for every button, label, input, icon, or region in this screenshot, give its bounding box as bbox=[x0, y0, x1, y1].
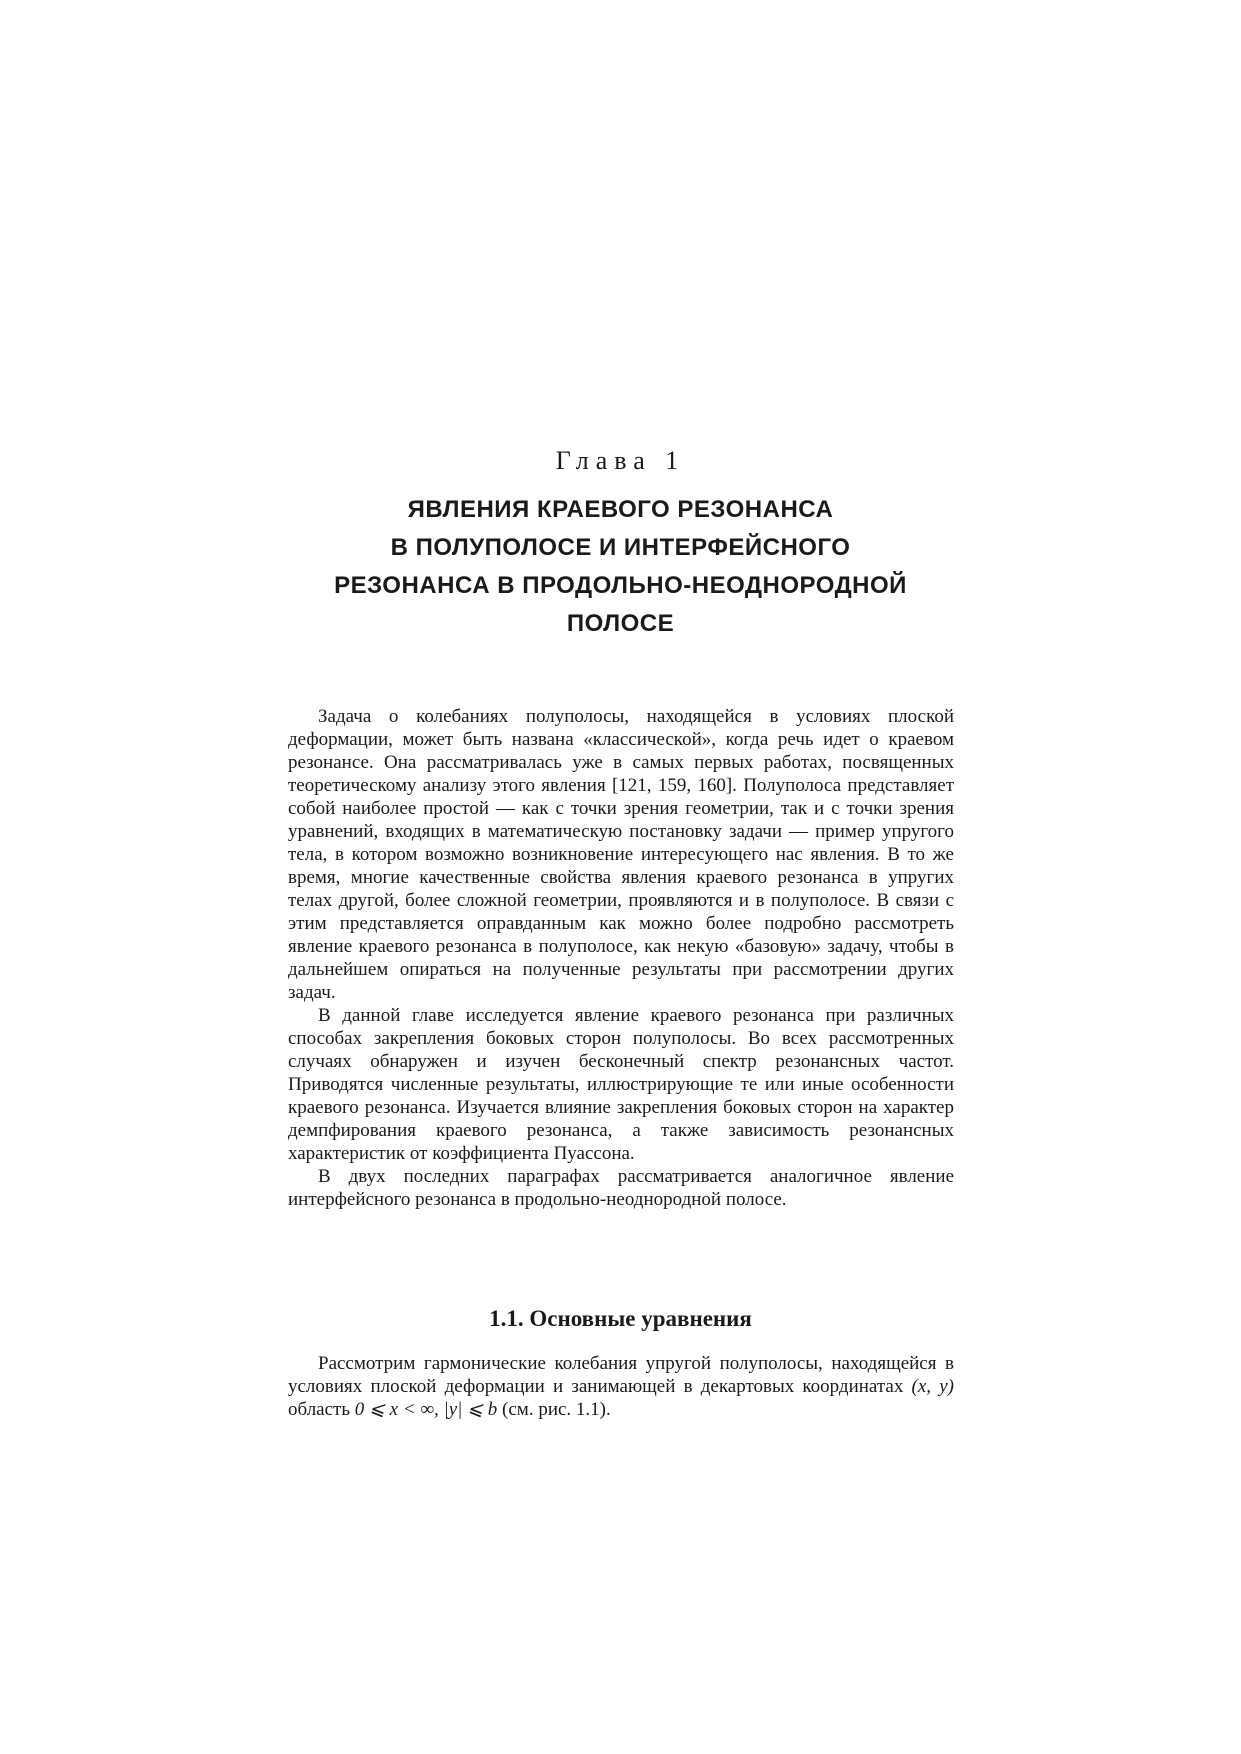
chapter-title-line: ПОЛОСЕ bbox=[566, 610, 675, 637]
text-span: Рассмотрим гармонические колебания упругой полуполосы, находящейся в условиях плоской деформации и занимающей в декартовых координатах bbox=[288, 1353, 954, 1397]
paragraph bbox=[288, 1352, 954, 1421]
text-span: область bbox=[288, 1399, 355, 1420]
section-heading: 1.1. Основные уравнения bbox=[489, 1306, 752, 1331]
math-region: 0 ⩽ x < ∞, |y| ⩽ b bbox=[354, 1399, 498, 1420]
paragraph: В данной главе исследуется явление краевого резонанса при различных способах закрепления боковых сторон полуполосы. Во всех рассмотренных случаях обнаружен и изучен бесконечный спектр резонансных частот. Приводятся численные результаты, иллюстрирующие те или иные особенности краевого резонанса. Изучается влияние закрепления боковых сторон на характер демпфирования краевого резонанса, а также зависимость резонансных характеристик от коэффициента Пуассона. bbox=[288, 1005, 954, 1164]
paragraph: В двух последних параграфах рассматривается аналогичное явление интерфейсного резонанса в продольно-неоднородной полосе. bbox=[288, 1166, 954, 1210]
paragraph: Задача о колебаниях полуполосы, находящейся в условиях плоской деформации, может быть названа «классической», когда речь идет о краевом резонансе. Она рассматривалась уже в самых первых работах, посвященных теоретическому анализу этого явления [121, 159, 160]. Полуполоса представляет собой наиболее простой — как с точки зрения геометрии, так и с точки зрения уравнений, входящих в математическую постановку задачи — пример упругого тела, в котором возможно возникновение интересующего нас явления. В то же время, многие качественные свойства явления краевого резонанса в упругих телах другой, более сложной геометрии, проявляются и в полуполосе. В связи с этим представляется оправданным как можно более подробно рассмотреть явление краевого резонанса в полуполосе, как некую «базовую» задачу, чтобы в дальнейшем опираться на полученные результаты при рассмотрении других задач. bbox=[288, 706, 954, 1003]
chapter-label: Глава 1 bbox=[555, 446, 686, 475]
chapter-title bbox=[250, 491, 991, 643]
intro-text bbox=[288, 705, 954, 1211]
math-coords: (x, y) bbox=[911, 1376, 954, 1397]
chapter-title-line: ЯВЛЕНИЯ КРАЕВОГО РЕЗОНАНСА bbox=[407, 496, 834, 523]
section-text bbox=[288, 1352, 954, 1421]
chapter-title-line: РЕЗОНАНСА В ПРОДОЛЬНО-НЕОДНОРОДНОЙ bbox=[334, 572, 907, 599]
chapter-title-line: В ПОЛУПОЛОСЕ И ИНТЕРФЕЙСНОГО bbox=[390, 534, 851, 561]
text-span: (см. рис. 1.1). bbox=[497, 1399, 611, 1420]
